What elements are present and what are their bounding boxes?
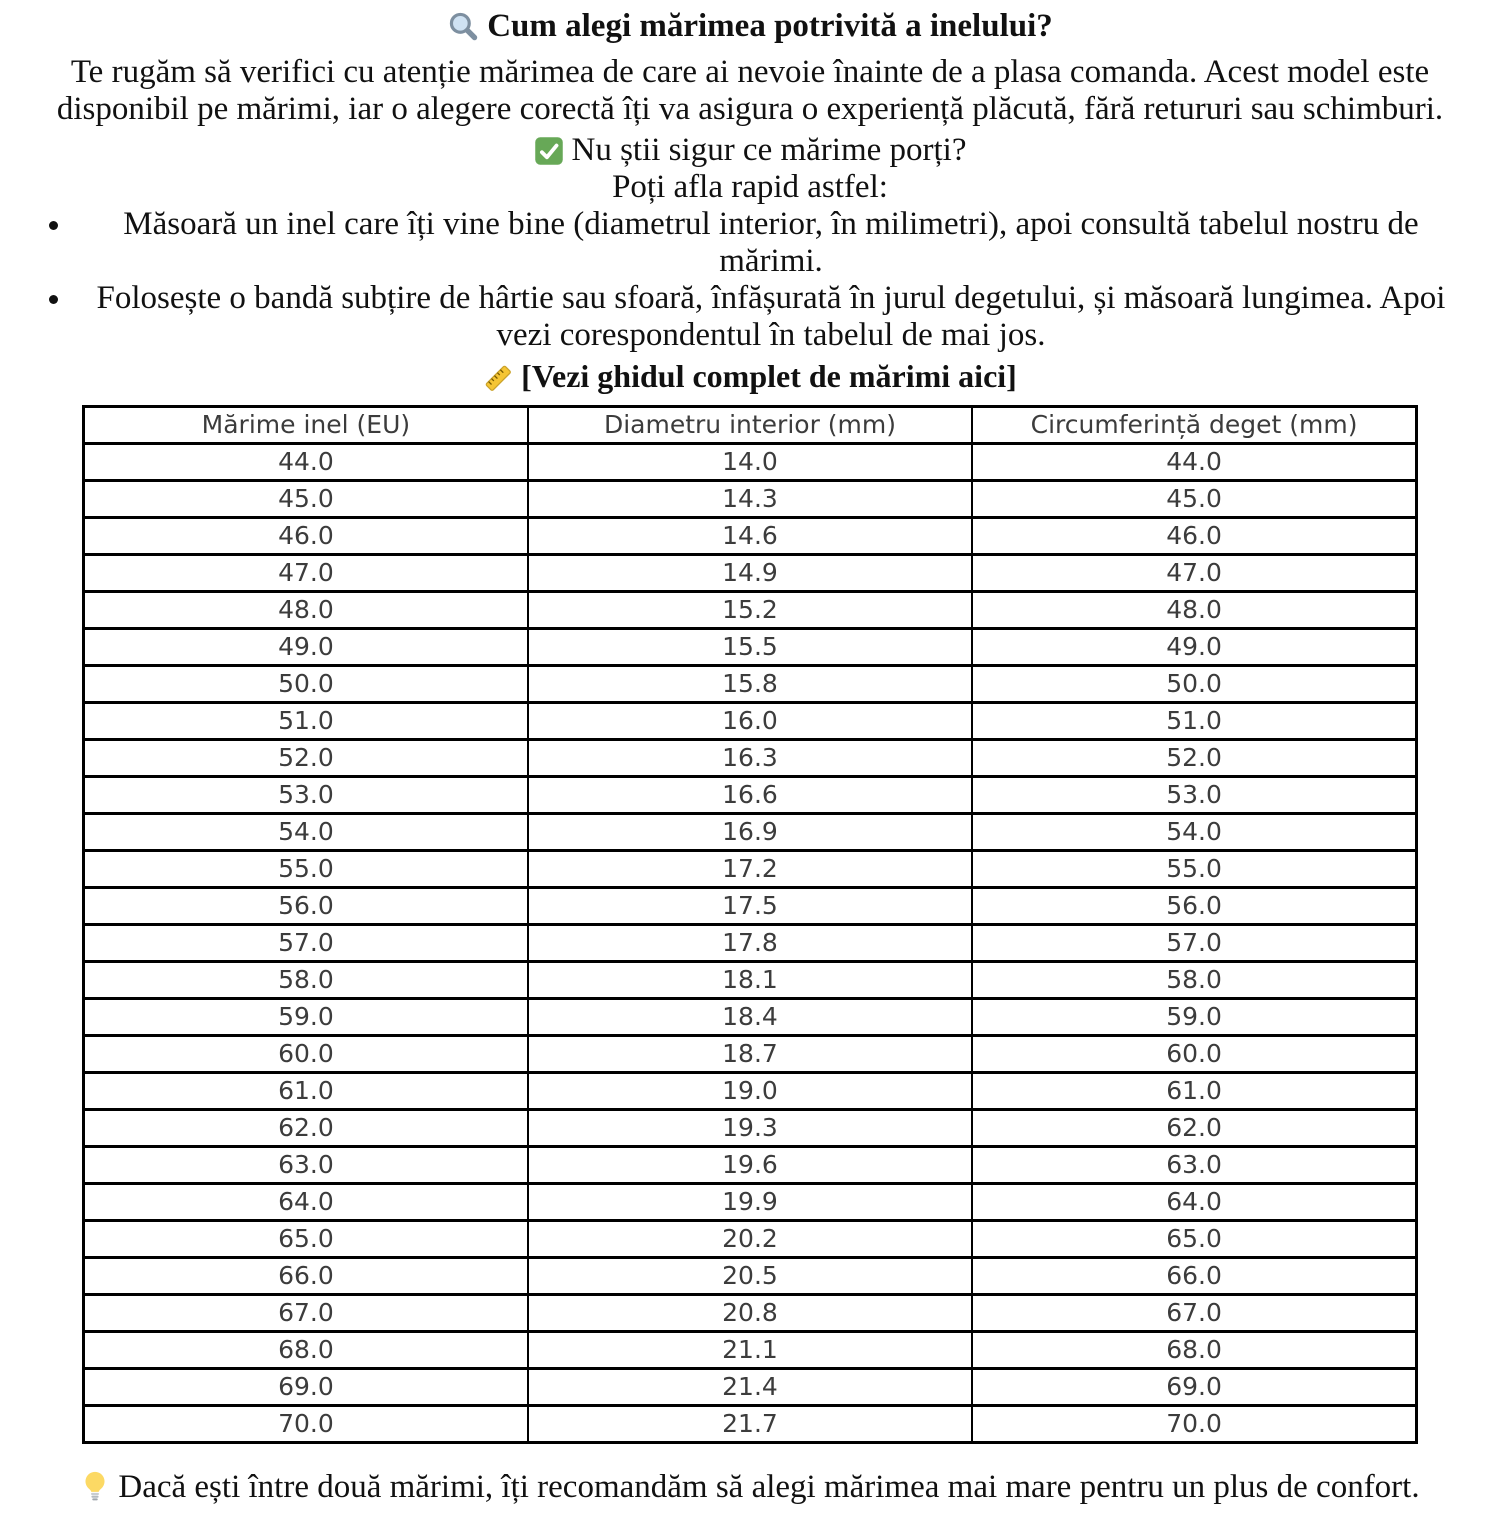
table-cell: 16.6 <box>528 777 972 814</box>
table-cell: 44.0 <box>84 444 528 481</box>
table-cell: 64.0 <box>972 1184 1416 1221</box>
table-row <box>84 666 1417 703</box>
table-row <box>84 703 1417 740</box>
table-cell: 50.0 <box>84 666 528 703</box>
ring-size-table <box>82 405 1418 1444</box>
table-row <box>84 1147 1417 1184</box>
table-row <box>84 1221 1417 1258</box>
table-row <box>84 1369 1417 1406</box>
table-header-row <box>84 407 1417 444</box>
table-row <box>84 1110 1417 1147</box>
check-mark-icon <box>534 136 564 166</box>
table-row <box>84 1258 1417 1295</box>
table-cell: 50.0 <box>972 666 1416 703</box>
table-cell: 66.0 <box>84 1258 528 1295</box>
table-cell: 17.8 <box>528 925 972 962</box>
table-cell: 63.0 <box>972 1147 1416 1184</box>
magnifying-glass-icon <box>447 10 479 42</box>
table-cell: 20.2 <box>528 1221 972 1258</box>
table-row <box>84 1295 1417 1332</box>
table-cell: 45.0 <box>84 481 528 518</box>
table-row <box>84 555 1417 592</box>
table-cell: 60.0 <box>972 1036 1416 1073</box>
table-cell: 68.0 <box>972 1332 1416 1369</box>
table-cell: 19.0 <box>528 1073 972 1110</box>
table-cell: 49.0 <box>84 629 528 666</box>
table-cell: 55.0 <box>84 851 528 888</box>
table-cell: 47.0 <box>972 555 1416 592</box>
table-cell: 20.8 <box>528 1295 972 1332</box>
table-cell: 69.0 <box>84 1369 528 1406</box>
table-row <box>84 592 1417 629</box>
table-cell: 61.0 <box>84 1073 528 1110</box>
table-cell: 70.0 <box>972 1406 1416 1443</box>
table-cell: 48.0 <box>84 592 528 629</box>
table-cell: 59.0 <box>84 999 528 1036</box>
table-cell: 52.0 <box>84 740 528 777</box>
table-cell: 51.0 <box>972 703 1416 740</box>
table-cell: 53.0 <box>84 777 528 814</box>
table-cell: 69.0 <box>972 1369 1416 1406</box>
table-cell: 58.0 <box>972 962 1416 999</box>
table-cell: 21.4 <box>528 1369 972 1406</box>
table-row <box>84 814 1417 851</box>
table-cell: 61.0 <box>972 1073 1416 1110</box>
size-question <box>22 131 1478 169</box>
table-cell: 14.9 <box>528 555 972 592</box>
table-cell: 68.0 <box>84 1332 528 1369</box>
table-row <box>84 888 1417 925</box>
table-cell: 63.0 <box>84 1147 528 1184</box>
comfort-note <box>22 1468 1478 1507</box>
table-cell: 55.0 <box>972 851 1416 888</box>
page-title <box>22 6 1478 46</box>
table-cell: 21.7 <box>528 1406 972 1443</box>
table-row <box>84 444 1417 481</box>
table-cell: 52.0 <box>972 740 1416 777</box>
table-row <box>84 1332 1417 1369</box>
table-cell: 56.0 <box>84 888 528 925</box>
table-cell: 54.0 <box>84 814 528 851</box>
comfort-note-text: Dacă ești între două mărimi, îți recomandăm să alegi mărimea mai mare pentru un plus de confort. <box>118 1469 1420 1505</box>
table-row <box>84 1073 1417 1110</box>
table-row <box>84 962 1417 999</box>
table-cell: 51.0 <box>84 703 528 740</box>
table-cell: 14.0 <box>528 444 972 481</box>
ruler-icon <box>483 363 513 393</box>
table-cell: 67.0 <box>972 1295 1416 1332</box>
table-row <box>84 777 1417 814</box>
table-cell: 21.1 <box>528 1332 972 1369</box>
table-cell: 16.0 <box>528 703 972 740</box>
table-cell: 16.9 <box>528 814 972 851</box>
size-table-body <box>84 444 1417 1443</box>
table-cell: 19.6 <box>528 1147 972 1184</box>
table-row <box>84 740 1417 777</box>
table-cell: 70.0 <box>84 1406 528 1443</box>
page-title-text: Cum alegi mărimea potrivită a inelului? <box>487 8 1053 44</box>
table-row <box>84 1406 1417 1443</box>
table-cell: 15.2 <box>528 592 972 629</box>
size-question-text: Nu știi sigur ce mărime porți? <box>571 132 967 168</box>
table-cell: 19.9 <box>528 1184 972 1221</box>
table-cell: 19.3 <box>528 1110 972 1147</box>
table-cell: 14.6 <box>528 518 972 555</box>
table-row <box>84 518 1417 555</box>
table-header-circumference: Circumferință deget (mm) <box>972 407 1416 444</box>
table-cell: 20.5 <box>528 1258 972 1295</box>
table-cell: 57.0 <box>84 925 528 962</box>
light-bulb-icon <box>80 1469 110 1503</box>
table-cell: 67.0 <box>84 1295 528 1332</box>
table-cell: 59.0 <box>972 999 1416 1036</box>
table-cell: 53.0 <box>972 777 1416 814</box>
table-cell: 48.0 <box>972 592 1416 629</box>
table-cell: 17.5 <box>528 888 972 925</box>
table-header-diameter: Diametru interior (mm) <box>528 407 972 444</box>
measuring-tips-list <box>22 206 1478 354</box>
table-cell: 65.0 <box>84 1221 528 1258</box>
table-header-size: Mărime inel (EU) <box>84 407 528 444</box>
table-cell: 60.0 <box>84 1036 528 1073</box>
table-cell: 49.0 <box>972 629 1416 666</box>
table-cell: 17.2 <box>528 851 972 888</box>
table-cell: 58.0 <box>84 962 528 999</box>
size-guide-link-text[interactable]: [Vezi ghidul complet de mărimi aici] <box>521 358 1017 394</box>
table-row <box>84 925 1417 962</box>
table-cell: 46.0 <box>972 518 1416 555</box>
table-cell: 62.0 <box>972 1110 1416 1147</box>
table-row <box>84 851 1417 888</box>
intro-text: Te rugăm să verifici cu atenție mărimea de care ai nevoie înainte de a plasa comanda. Acest model este disponibil pe mărimi, iar o alegere corectă îți va asigura o experiență plăcută, fără retururi sau schimburi. <box>56 54 1444 127</box>
table-cell: 14.3 <box>528 481 972 518</box>
size-guide-link[interactable] <box>22 357 1478 395</box>
table-cell: 45.0 <box>972 481 1416 518</box>
table-cell: 18.4 <box>528 999 972 1036</box>
table-row <box>84 999 1417 1036</box>
table-cell: 44.0 <box>972 444 1416 481</box>
table-cell: 62.0 <box>84 1110 528 1147</box>
table-cell: 66.0 <box>972 1258 1416 1295</box>
list-item: • Folosește o bandă subțire de hârtie sau sfoară, înfășurată în jurul degetului, și măsoară lungimea. Apoi vezi corespondentul în tabelul de mai jos. <box>74 280 1468 354</box>
table-cell: 64.0 <box>84 1184 528 1221</box>
table-cell: 46.0 <box>84 518 528 555</box>
table-cell: 18.1 <box>528 962 972 999</box>
table-cell: 47.0 <box>84 555 528 592</box>
table-row <box>84 629 1417 666</box>
lead-text: Poți afla rapid astfel: <box>612 169 888 205</box>
table-row <box>84 1184 1417 1221</box>
table-cell: 65.0 <box>972 1221 1416 1258</box>
table-cell: 54.0 <box>972 814 1416 851</box>
table-cell: 15.8 <box>528 666 972 703</box>
table-row <box>84 1036 1417 1073</box>
table-cell: 16.3 <box>528 740 972 777</box>
table-cell: 57.0 <box>972 925 1416 962</box>
table-cell: 56.0 <box>972 888 1416 925</box>
table-row <box>84 481 1417 518</box>
list-item: • Măsoară un inel care îți vine bine (diametrul interior, în milimetri), apoi consultă tabelul nostru de mărimi. <box>74 206 1468 280</box>
table-cell: 18.7 <box>528 1036 972 1073</box>
table-cell: 15.5 <box>528 629 972 666</box>
